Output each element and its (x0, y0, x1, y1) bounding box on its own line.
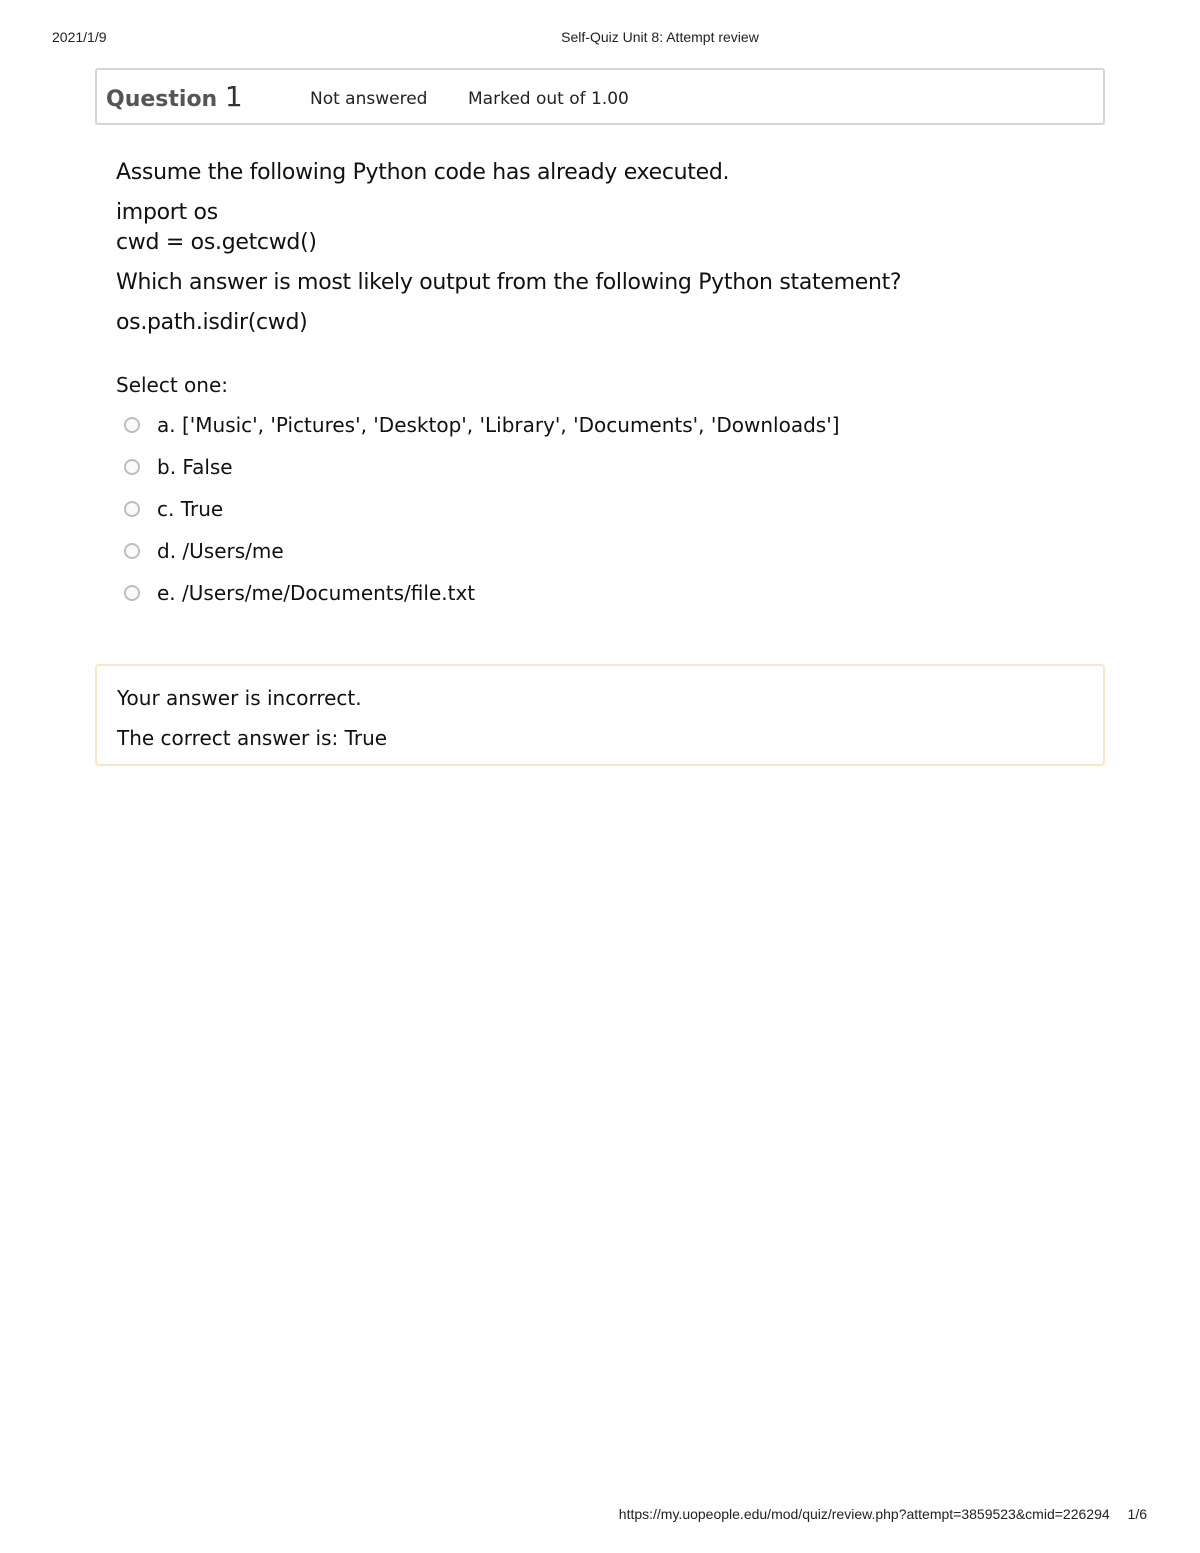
question-content (116, 158, 1096, 614)
question-grade: Marked out of 1.00 (468, 89, 629, 109)
answer-option-e[interactable] (116, 572, 1096, 614)
code-line-2: cwd = os.getcwd() (116, 230, 317, 255)
select-one-prompt: Select one: (116, 373, 229, 397)
radio-button-a[interactable] (124, 417, 140, 433)
answer-option-d[interactable] (116, 530, 1096, 572)
question-intro: Assume the following Python code has already executed. (116, 160, 730, 185)
question-text (116, 158, 1096, 338)
python-statement: os.path.isdir(cwd) (116, 310, 308, 335)
answer-label-a: a. ['Music', 'Pictures', 'Desktop', 'Library', 'Documents', 'Downloads'] (157, 413, 840, 437)
print-title: Self-Quiz Unit 8: Attempt review (561, 29, 759, 45)
radio-button-d[interactable] (124, 543, 140, 559)
radio-button-c[interactable] (124, 501, 140, 517)
question-prompt-text: Which answer is most likely output from the following Python statement? (116, 270, 902, 295)
print-footer (619, 1506, 1147, 1522)
radio-button-e[interactable] (124, 585, 140, 601)
radio-button-b[interactable] (124, 459, 140, 475)
print-date: 2021/1/9 (52, 29, 107, 45)
question-info-box (95, 68, 1105, 125)
answer-list (116, 404, 1096, 614)
answer-label-d: d. /Users/me (157, 539, 284, 563)
answer-label-b: b. False (157, 455, 233, 479)
question-label: Question (106, 87, 218, 112)
answer-option-c[interactable] (116, 488, 1096, 530)
answer-option-b[interactable] (116, 446, 1096, 488)
page-number: 1/6 (1127, 1506, 1147, 1522)
question-number-label (106, 80, 243, 113)
feedback-result: Your answer is incorrect. (117, 686, 362, 710)
page-url: https://my.uopeople.edu/mod/quiz/review.php?attempt=3859523&cmid=226294 (618, 1506, 1110, 1522)
question-state: Not answered (310, 89, 428, 109)
answer-label-e: e. /Users/me/Documents/file.txt (157, 581, 476, 605)
print-header (0, 29, 1200, 49)
question-number: 1 (224, 80, 243, 113)
feedback-box (95, 664, 1105, 766)
code-line-1: import os (116, 200, 218, 225)
correct-answer-text: The correct answer is: True (117, 726, 388, 750)
answer-option-a[interactable] (116, 404, 1096, 446)
answer-label-c: c. True (157, 497, 224, 521)
